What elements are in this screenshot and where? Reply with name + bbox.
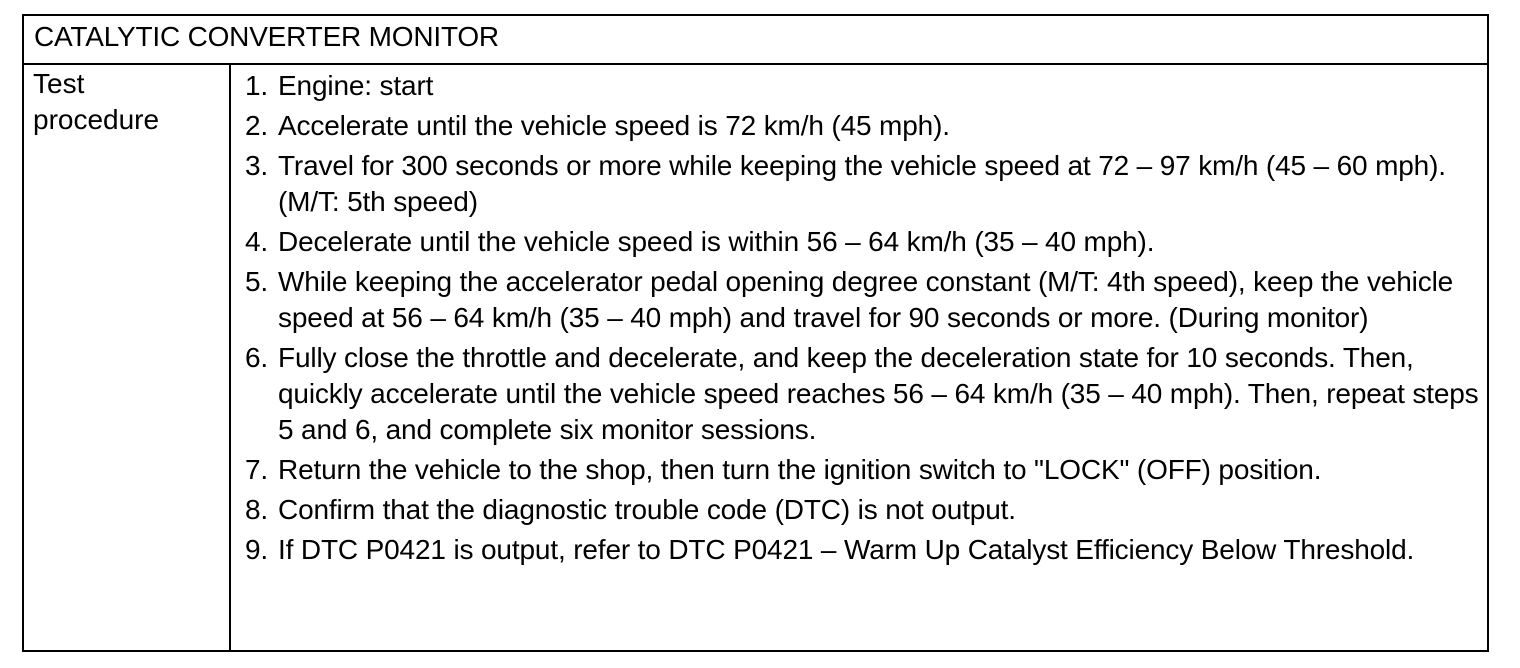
row-label: Test procedure [33, 68, 160, 135]
step-item [245, 264, 1481, 336]
step-item [245, 532, 1481, 568]
procedure-table [22, 14, 1489, 652]
step-item [245, 340, 1481, 448]
step-number: 9. [245, 534, 269, 565]
table-title: CATALYTIC CONVERTER MONITOR [34, 21, 499, 52]
step-text: Accelerate until the vehicle speed is 72 km/h (45 mph). [278, 110, 950, 141]
step-item [245, 452, 1481, 488]
steps-list [245, 68, 1481, 572]
step-text: Return the vehicle to the shop, then turn the ignition switch to "LOCK" (OFF) position. [278, 454, 1322, 485]
step-text: While keeping the accelerator pedal opening degree constant (M/T: 4th speed), keep the vehicle speed at 56 – 64 km/h (35 – 40 mph) and travel for 90 seconds or more. (During monitor) [278, 266, 1454, 333]
step-text: If DTC P0421 is output, refer to DTC P0421 – Warm Up Catalyst Efficiency Below Threshold. [278, 534, 1415, 565]
step-number: 3. [245, 150, 269, 181]
step-text: Decelerate until the vehicle speed is within 56 – 64 km/h (35 – 40 mph). [278, 226, 1155, 257]
step-number: 8. [245, 494, 269, 525]
step-text: Engine: start [278, 70, 434, 101]
step-text: Confirm that the diagnostic trouble code (DTC) is not output. [278, 494, 1016, 525]
step-item [245, 108, 1481, 144]
step-number: 2. [245, 110, 269, 141]
steps-cell [231, 65, 1487, 650]
step-number: 6. [245, 342, 269, 373]
table-title-row [24, 16, 1487, 65]
step-item [245, 224, 1481, 260]
label-cell [24, 65, 231, 650]
step-item [245, 68, 1481, 104]
step-text: Travel for 300 seconds or more while keeping the vehicle speed at 72 – 97 km/h (45 – 60 mph). (M/T: 5th speed) [278, 150, 1446, 217]
step-number: 4. [245, 226, 269, 257]
step-text: Fully close the throttle and decelerate, and keep the deceleration state for 10 seconds. Then, quickly accelerate until the vehicle speed reaches 56 – 64 km/h (35 – 40 mph). Then, repeat steps 5 and 6, and complete six monitor sessions. [278, 342, 1479, 445]
step-item [245, 492, 1481, 528]
step-number: 5. [245, 266, 269, 297]
step-number: 7. [245, 454, 269, 485]
step-item [245, 148, 1481, 220]
step-number: 1. [245, 70, 269, 101]
